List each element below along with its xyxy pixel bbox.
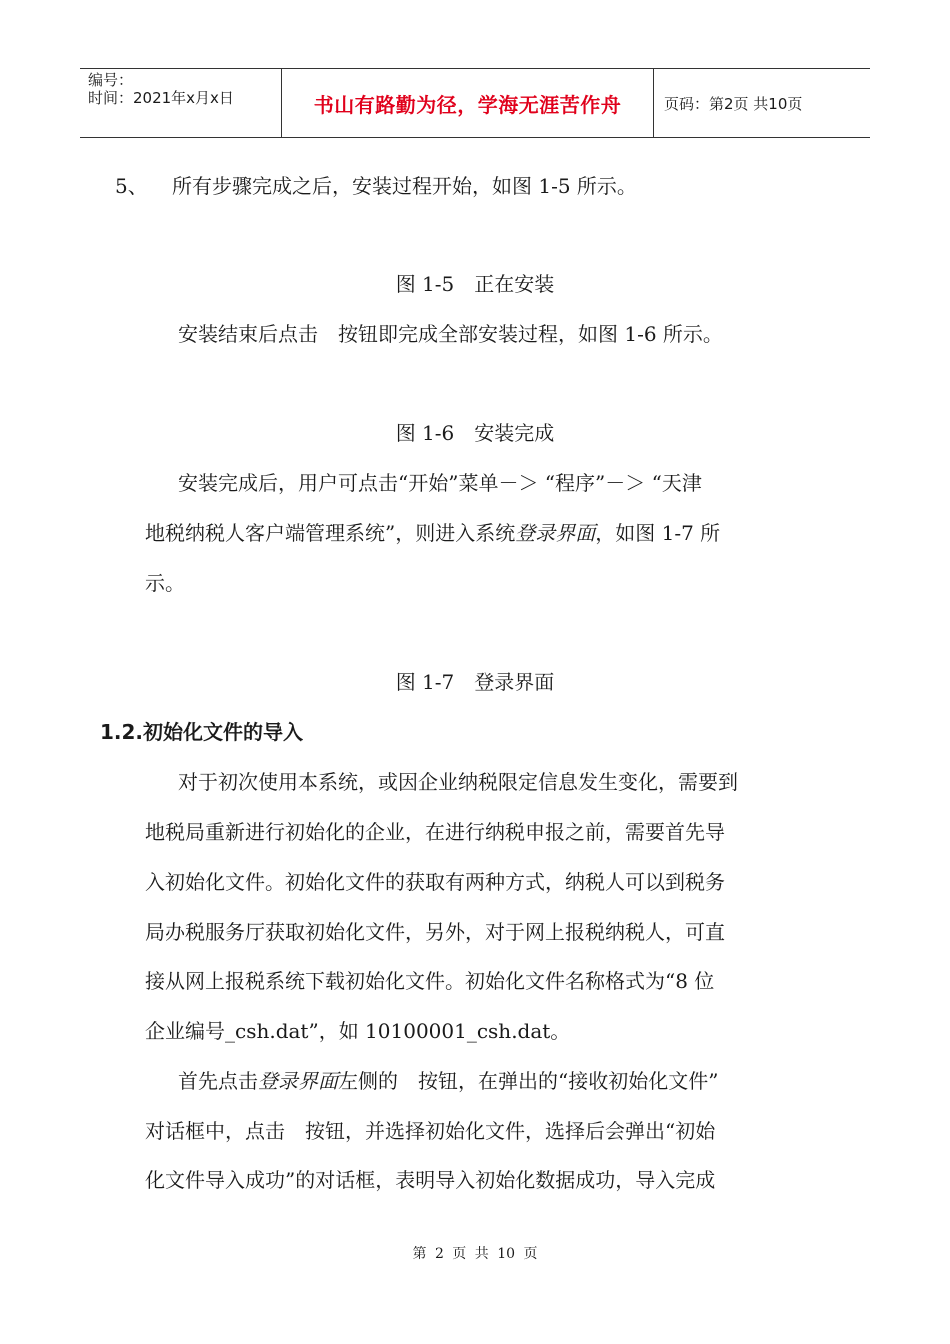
text-run: 首先点击 xyxy=(178,1069,258,1093)
figure-1-7-caption: 图 1-7 登录界面 xyxy=(395,670,555,694)
figure-1-6-caption: 图 1-6 安装完成 xyxy=(395,421,555,445)
login-screen-emphasis: 登录界面 xyxy=(258,1069,338,1093)
text-run: 左侧的 按钮，在弹出的“接收初始化文件” xyxy=(338,1069,719,1093)
init-paragraph-line: 入初始化文件。初始化文件的获取有两种方式，纳税人可以到税务 xyxy=(145,870,725,894)
header-meta-cell xyxy=(80,69,282,137)
page-footer: 第 2 页 共 10 页 xyxy=(412,1246,538,1262)
date-label: 时间：2021年x月x日 xyxy=(88,89,234,107)
header-page-info: 页码：第2页 共10页 xyxy=(664,94,803,113)
document-header xyxy=(80,68,870,138)
import-paragraph-line xyxy=(178,1067,718,1095)
figure-1-5-caption: 图 1-5 正在安装 xyxy=(395,272,555,296)
step-5-number: 5、 xyxy=(115,174,148,198)
text-run: 地税纳税人客户端管理系统”，则进入系统 xyxy=(145,521,516,545)
start-menu-paragraph-line: 示。 xyxy=(145,571,185,595)
after-install-paragraph: 安装结束后点击 按钮即完成全部安装过程，如图 1-6 所示。 xyxy=(178,322,723,346)
import-paragraph-line: 对话框中，点击 按钮，并选择初始化文件，选择后会弹出“初始 xyxy=(145,1119,716,1143)
text-run: ，如图 1-7 所 xyxy=(595,521,721,545)
step-5-text: 所有步骤完成之后，安装过程开始，如图 1-5 所示。 xyxy=(172,174,637,198)
serial-number-label: 编号： xyxy=(88,71,134,89)
init-paragraph-line: 地税局重新进行初始化的企业，在进行纳税申报之前，需要首先导 xyxy=(145,820,725,844)
import-paragraph-line: 化文件导入成功”的对话框，表明导入初始化数据成功，导入完成 xyxy=(145,1168,716,1192)
init-paragraph-line: 企业编号_csh.dat”，如 10100001_csh.dat。 xyxy=(145,1019,571,1043)
login-screen-emphasis: 登录界面 xyxy=(515,521,596,545)
section-heading: 1.2.初始化文件的导入 xyxy=(100,720,304,744)
header-motto: 书山有路勤为径，学海无涯苦作舟 xyxy=(282,69,654,137)
init-paragraph-line: 接从网上报税系统下载初始化文件。初始化文件名称格式为“8 位 xyxy=(145,969,715,993)
init-paragraph-line: 局办税服务厅获取初始化文件，另外，对于网上报税纳税人，可直 xyxy=(145,920,725,944)
start-menu-paragraph-line xyxy=(145,519,720,547)
init-paragraph-line: 对于初次使用本系统，或因企业纳税限定信息发生变化，需要到 xyxy=(178,770,738,794)
start-menu-paragraph-line: 安装完成后，用户可点击“开始”菜单－＞ “程序”－＞ “天津 xyxy=(178,471,702,495)
